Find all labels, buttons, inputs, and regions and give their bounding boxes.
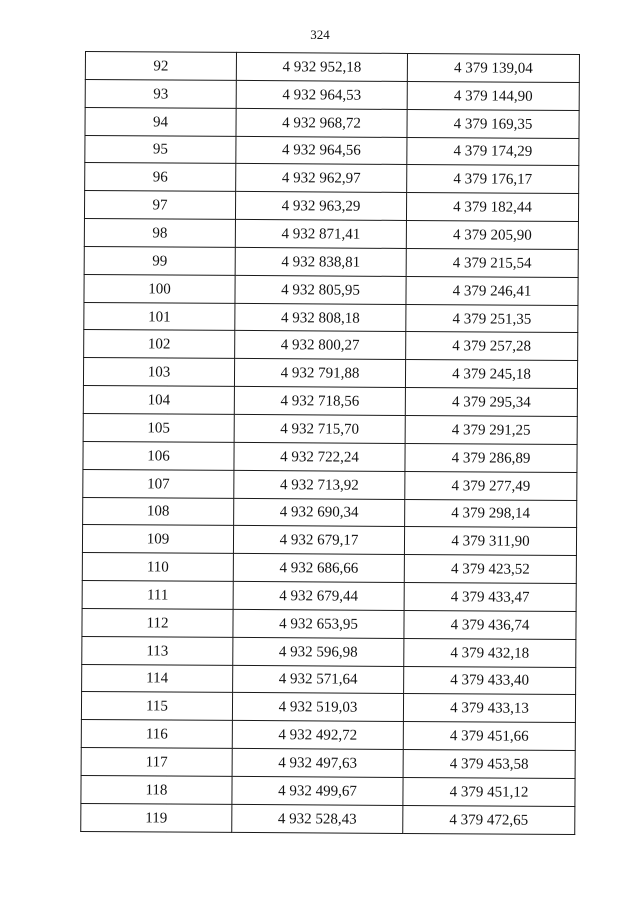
point-number-cell <box>84 191 235 220</box>
point-number-text: 107 <box>147 475 170 493</box>
y-coordinate-text: 4 379 139,04 <box>453 60 533 77</box>
table-row <box>82 608 576 639</box>
x-coordinate-cell <box>232 776 403 805</box>
y-coordinate-cell <box>407 137 579 166</box>
y-coordinate-cell <box>405 471 577 500</box>
x-coordinate-cell <box>233 554 404 583</box>
point-number-cell <box>84 274 235 303</box>
point-number-cell <box>81 748 232 777</box>
y-coordinate-text: 4 379 205,90 <box>452 227 532 244</box>
y-coordinate-cell <box>407 109 579 138</box>
table-row <box>85 163 579 194</box>
y-coordinate-cell <box>405 499 577 528</box>
y-coordinate-cell <box>405 415 577 444</box>
y-coordinate-cell <box>407 165 579 194</box>
point-number-cell <box>81 803 232 832</box>
table-row <box>83 497 577 528</box>
y-coordinate-text: 4 379 298,14 <box>451 505 531 523</box>
point-number-cell <box>83 469 234 498</box>
x-coordinate-text: 4 932 596,98 <box>278 643 358 661</box>
y-coordinate-text: 4 379 433,47 <box>450 589 530 606</box>
y-coordinate-cell <box>406 221 578 250</box>
x-coordinate-text: 4 932 808,18 <box>280 309 360 327</box>
x-coordinate-cell <box>236 136 407 165</box>
x-coordinate-cell <box>232 749 403 778</box>
x-coordinate-cell <box>236 52 407 81</box>
y-coordinate-cell <box>404 555 576 584</box>
y-coordinate-cell <box>406 193 578 222</box>
x-coordinate-text: 4 932 528,43 <box>277 810 357 828</box>
x-coordinate-text: 4 932 653,95 <box>279 615 358 633</box>
x-coordinate-text: 4 932 968,72 <box>282 114 361 132</box>
coordinates-table-body <box>81 52 580 835</box>
table-row <box>85 135 579 166</box>
point-number-text: 99 <box>152 253 168 270</box>
x-coordinate-cell <box>234 442 405 471</box>
point-number-cell <box>82 581 233 610</box>
table-row <box>81 692 575 723</box>
point-number-cell <box>82 664 233 693</box>
point-number-text: 118 <box>145 782 168 799</box>
table-row <box>81 720 575 751</box>
point-number-cell <box>85 79 236 108</box>
y-coordinate-text: 4 379 245,18 <box>452 366 531 383</box>
y-coordinate-cell <box>405 360 577 389</box>
point-number-text: 104 <box>147 392 171 409</box>
point-number-text: 109 <box>146 531 170 548</box>
point-number-cell <box>85 107 236 136</box>
point-number-text: 110 <box>146 559 169 576</box>
x-coordinate-cell <box>236 108 407 137</box>
y-coordinate-text: 4 379 182,44 <box>453 199 532 216</box>
x-coordinate-text: 4 932 715,70 <box>280 421 360 438</box>
x-coordinate-cell <box>236 80 407 109</box>
point-number-text: 119 <box>145 810 168 827</box>
table-row <box>85 79 579 110</box>
x-coordinate-cell <box>232 721 403 750</box>
y-coordinate-cell <box>406 304 578 333</box>
y-coordinate-cell <box>407 81 579 110</box>
point-number-cell <box>84 219 235 248</box>
table-row <box>82 636 576 667</box>
x-coordinate-text: 4 932 964,53 <box>282 86 362 104</box>
x-coordinate-cell <box>233 609 404 638</box>
x-coordinate-cell <box>234 359 405 388</box>
table-row <box>83 358 577 389</box>
y-coordinate-text: 4 379 291,25 <box>451 422 531 439</box>
point-number-text: 93 <box>153 86 169 103</box>
x-coordinate-text: 4 932 952,18 <box>282 59 362 76</box>
table-row <box>81 748 575 779</box>
x-coordinate-text: 4 932 713,92 <box>279 476 359 494</box>
point-number-text: 114 <box>146 670 169 688</box>
x-coordinate-cell <box>234 470 405 499</box>
x-coordinate-text: 4 932 963,29 <box>281 198 361 215</box>
y-coordinate-text: 4 379 451,12 <box>449 784 529 801</box>
point-number-cell <box>83 386 234 415</box>
point-number-cell <box>82 608 233 637</box>
point-number-text: 115 <box>145 698 169 715</box>
x-coordinate-text: 4 932 800,27 <box>280 337 360 355</box>
point-number-text: 92 <box>153 58 169 75</box>
table-row <box>84 246 578 277</box>
x-coordinate-cell <box>234 498 405 527</box>
point-number-text: 95 <box>152 141 168 158</box>
point-number-text: 105 <box>147 420 170 437</box>
point-number-cell <box>84 246 235 275</box>
y-coordinate-text: 4 379 451,66 <box>449 728 529 745</box>
y-coordinate-text: 4 379 423,52 <box>450 561 530 578</box>
y-coordinate-cell <box>405 388 577 417</box>
y-coordinate-text: 4 379 311,90 <box>451 533 530 550</box>
point-number-text: 111 <box>146 587 169 604</box>
point-number-cell <box>81 692 232 721</box>
table-row <box>82 581 576 612</box>
y-coordinate-cell <box>403 750 575 779</box>
page-number: 324 <box>310 27 330 42</box>
y-coordinate-text: 4 379 215,54 <box>452 255 532 272</box>
point-number-text: 116 <box>145 726 168 743</box>
y-coordinate-cell <box>404 527 576 556</box>
x-coordinate-cell <box>235 331 406 360</box>
y-coordinate-text: 4 379 174,29 <box>453 143 533 161</box>
y-coordinate-text: 4 379 169,35 <box>453 115 533 133</box>
table-row <box>84 330 578 361</box>
point-number-text: 112 <box>146 615 169 632</box>
y-coordinate-text: 4 379 295,34 <box>451 394 531 411</box>
point-number-cell <box>85 135 236 164</box>
point-number-cell <box>81 720 232 749</box>
x-coordinate-text: 4 932 838,81 <box>281 254 361 271</box>
point-number-text: 100 <box>148 281 171 298</box>
table-row <box>82 664 576 695</box>
point-number-cell <box>84 302 235 331</box>
x-coordinate-cell <box>235 275 406 304</box>
point-number-text: 103 <box>147 364 171 381</box>
table-row <box>84 302 578 333</box>
table-row <box>82 553 576 584</box>
y-coordinate-cell <box>406 332 578 361</box>
point-number-text: 97 <box>152 197 168 214</box>
x-coordinate-cell <box>235 247 406 276</box>
y-coordinate-text: 4 379 257,28 <box>452 338 532 356</box>
point-number-text: 96 <box>152 169 168 186</box>
point-number-cell <box>83 441 234 470</box>
y-coordinate-text: 4 379 144,90 <box>453 88 533 105</box>
point-number-cell <box>83 358 234 387</box>
table-row <box>81 775 575 806</box>
table-row <box>83 441 577 472</box>
x-coordinate-cell <box>233 665 404 694</box>
x-coordinate-cell <box>234 414 405 443</box>
y-coordinate-cell <box>404 610 576 639</box>
table-row <box>84 219 578 250</box>
x-coordinate-text: 4 932 571,64 <box>278 671 358 689</box>
table-row <box>83 469 577 500</box>
x-coordinate-text: 4 932 497,63 <box>278 755 358 772</box>
x-coordinate-text: 4 932 871,41 <box>281 226 361 243</box>
point-number-cell <box>81 775 232 804</box>
y-coordinate-text: 4 379 453,58 <box>449 756 529 773</box>
y-coordinate-text: 4 379 286,89 <box>451 449 531 467</box>
point-number-cell <box>82 525 233 554</box>
point-number-cell <box>82 636 233 665</box>
y-coordinate-cell <box>403 805 575 834</box>
y-coordinate-cell <box>405 443 577 472</box>
table-row <box>84 274 578 305</box>
table-row <box>84 191 578 222</box>
coordinates-table <box>80 51 580 835</box>
y-coordinate-text: 4 379 433,13 <box>450 700 529 718</box>
y-coordinate-cell <box>403 722 575 751</box>
x-coordinate-cell <box>233 581 404 610</box>
y-coordinate-text: 4 379 246,41 <box>452 282 532 300</box>
x-coordinate-cell <box>232 693 403 722</box>
point-number-cell <box>83 497 234 526</box>
y-coordinate-text: 4 379 251,35 <box>452 310 532 328</box>
x-coordinate-cell <box>233 637 404 666</box>
table-row <box>85 52 579 83</box>
point-number-cell <box>83 413 234 442</box>
y-coordinate-cell <box>404 666 576 695</box>
y-coordinate-text: 4 379 432,18 <box>450 644 530 662</box>
point-number-text: 117 <box>145 754 168 771</box>
y-coordinate-text: 4 379 472,65 <box>449 811 529 829</box>
y-coordinate-text: 4 379 176,17 <box>453 171 533 189</box>
y-coordinate-cell <box>404 638 576 667</box>
point-number-text: 94 <box>153 114 169 131</box>
x-coordinate-text: 4 932 499,67 <box>278 783 357 800</box>
x-coordinate-text: 4 932 679,17 <box>279 532 359 549</box>
x-coordinate-cell <box>234 387 405 416</box>
y-coordinate-cell <box>403 694 575 723</box>
x-coordinate-cell <box>232 804 403 833</box>
point-number-text: 108 <box>146 503 170 520</box>
table-row <box>81 803 575 834</box>
y-coordinate-text: 4 379 277,49 <box>451 477 531 495</box>
y-coordinate-cell <box>406 276 578 305</box>
table-row <box>82 525 576 556</box>
y-coordinate-cell <box>406 248 578 277</box>
y-coordinate-cell <box>407 53 579 82</box>
point-number-cell <box>85 52 236 81</box>
table-row <box>83 386 577 417</box>
y-coordinate-text: 4 379 433,40 <box>450 672 530 690</box>
x-coordinate-text: 4 932 492,72 <box>278 727 358 744</box>
x-coordinate-text: 4 932 690,34 <box>279 504 359 522</box>
y-coordinate-cell <box>403 777 575 806</box>
point-number-text: 113 <box>146 643 169 660</box>
x-coordinate-text: 4 932 791,88 <box>280 365 360 382</box>
x-coordinate-cell <box>235 303 406 332</box>
point-number-text: 106 <box>147 448 170 465</box>
x-coordinate-cell <box>236 164 407 193</box>
y-coordinate-cell <box>404 582 576 611</box>
point-number-text: 98 <box>152 225 168 242</box>
x-coordinate-text: 4 932 722,24 <box>280 448 359 466</box>
x-coordinate-text: 4 932 686,66 <box>279 560 359 577</box>
point-number-cell <box>82 553 233 582</box>
x-coordinate-cell <box>233 526 404 555</box>
x-coordinate-text: 4 932 519,03 <box>278 699 358 717</box>
x-coordinate-cell <box>235 192 406 221</box>
x-coordinate-cell <box>235 219 406 248</box>
point-number-text: 101 <box>148 308 171 326</box>
x-coordinate-text: 4 932 718,56 <box>280 393 360 410</box>
point-number-text: 102 <box>147 336 171 353</box>
x-coordinate-text: 4 932 964,56 <box>281 142 361 160</box>
point-number-cell <box>84 330 235 359</box>
table-row <box>85 107 579 138</box>
x-coordinate-text: 4 932 679,44 <box>279 588 359 605</box>
x-coordinate-text: 4 932 962,97 <box>281 170 361 187</box>
table-row <box>83 413 577 444</box>
x-coordinate-text: 4 932 805,95 <box>281 281 360 299</box>
y-coordinate-text: 4 379 436,74 <box>450 617 530 634</box>
point-number-cell <box>85 163 236 192</box>
